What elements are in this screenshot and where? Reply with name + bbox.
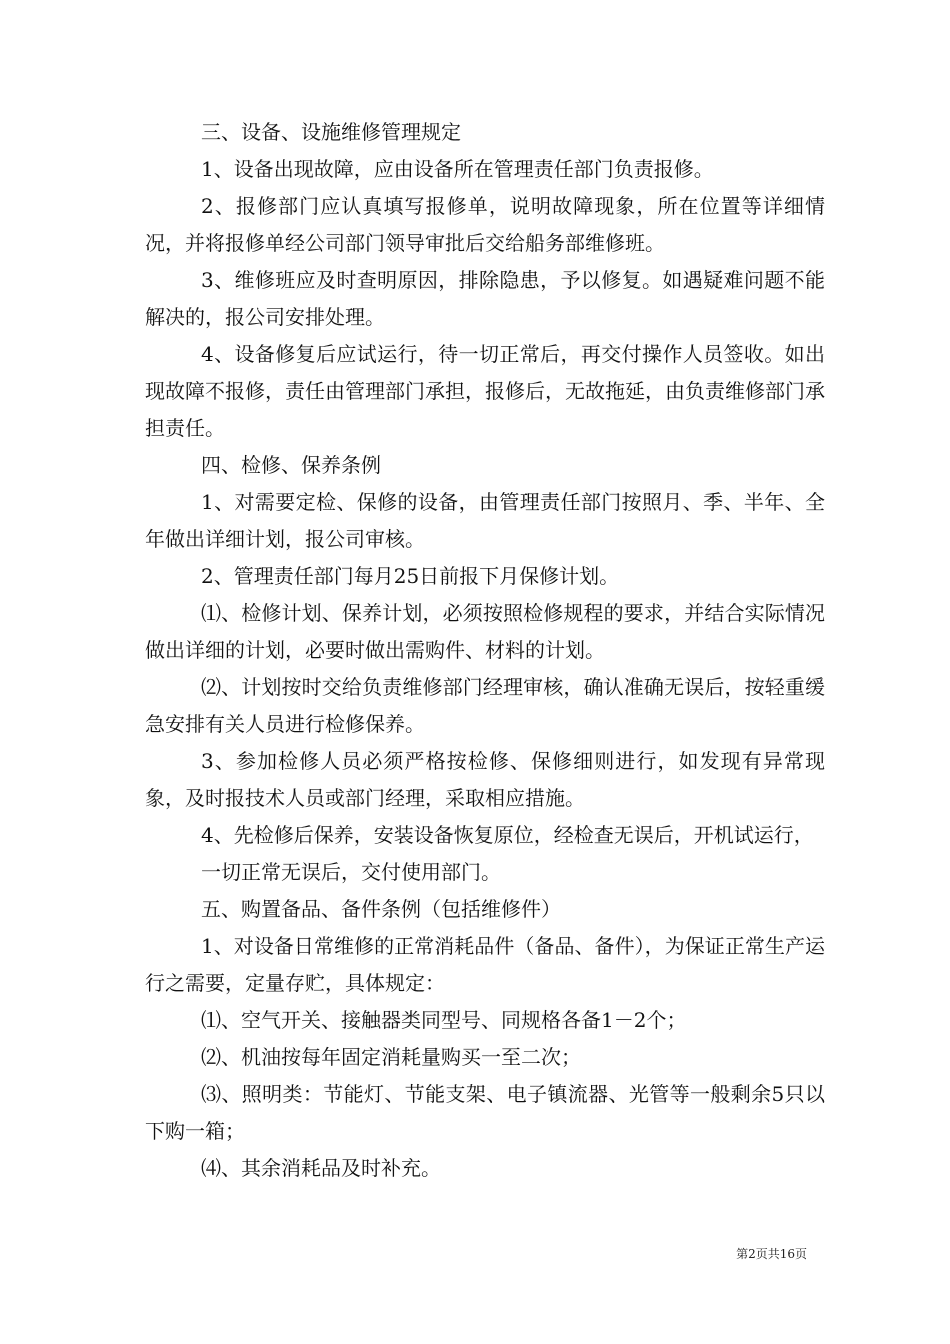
section-heading-4: 四、检修、保养条例 (201, 453, 381, 477)
paragraph: 4、先检修后保养，安装设备恢复原位，经检查无误后，开机试运行， (201, 823, 814, 847)
paragraph: ⑶、照明类：节能灯、节能支架、电子镇流器、光管等一般剩余5只以下购一箱； (145, 1082, 825, 1143)
paragraph: ⑴、检修计划、保养计划，必须按照检修规程的要求，并结合实际情况做出详细的计划，必要时做出需购件、材料的计划。 (145, 601, 825, 662)
paragraph: 1、对需要定检、保修的设备，由管理责任部门按照月、季、半年、全年做出详细计划，报公司审核。 (145, 490, 825, 551)
paragraph: 3、参加检修人员必须严格按检修、保修细则进行，如发现有异常现象，及时报技术人员或部门经理，采取相应措施。 (145, 749, 825, 810)
section-heading-3: 三、设备、设施维修管理规定 (201, 120, 461, 144)
paragraph: 一切正常无误后，交付使用部门。 (201, 860, 501, 884)
document-body (145, 114, 825, 1187)
paragraph: ⑴、空气开关、接触器类同型号、同规格各备1－2个； (201, 1008, 687, 1032)
paragraph: ⑷、其余消耗品及时补充。 (201, 1156, 441, 1180)
section-heading-5: 五、购置备品、备件条例（包括维修件） (201, 897, 561, 921)
paragraph: ⑵、机油按每年固定消耗量购买一至二次； (201, 1045, 581, 1069)
paragraph: ⑵、计划按时交给负责维修部门经理审核，确认准确无误后，按轻重缓急安排有关人员进行检修保养。 (145, 675, 825, 736)
paragraph: 2、管理责任部门每月25日前报下月保修计划。 (201, 564, 620, 588)
paragraph: 1、设备出现故障，应由设备所在管理责任部门负责报修。 (201, 157, 714, 181)
paragraph: 4、设备修复后应试运行，待一切正常后，再交付操作人员签收。如出现故障不报修，责任由管理部门承担，报修后，无故拖延，由负责维修部门承担责任。 (145, 342, 825, 440)
page-number: 第2页共16页 (736, 1247, 807, 1261)
paragraph: 2、报修部门应认真填写报修单，说明故障现象，所在位置等详细情况，并将报修单经公司部门领导审批后交给船务部维修班。 (145, 194, 825, 255)
paragraph: 1、对设备日常维修的正常消耗品件（备品、备件），为保证正常生产运行之需要，定量存贮，具体规定： (145, 934, 825, 995)
paragraph: 3、维修班应及时查明原因，排除隐患，予以修复。如遇疑难问题不能解决的，报公司安排处理。 (145, 268, 825, 329)
